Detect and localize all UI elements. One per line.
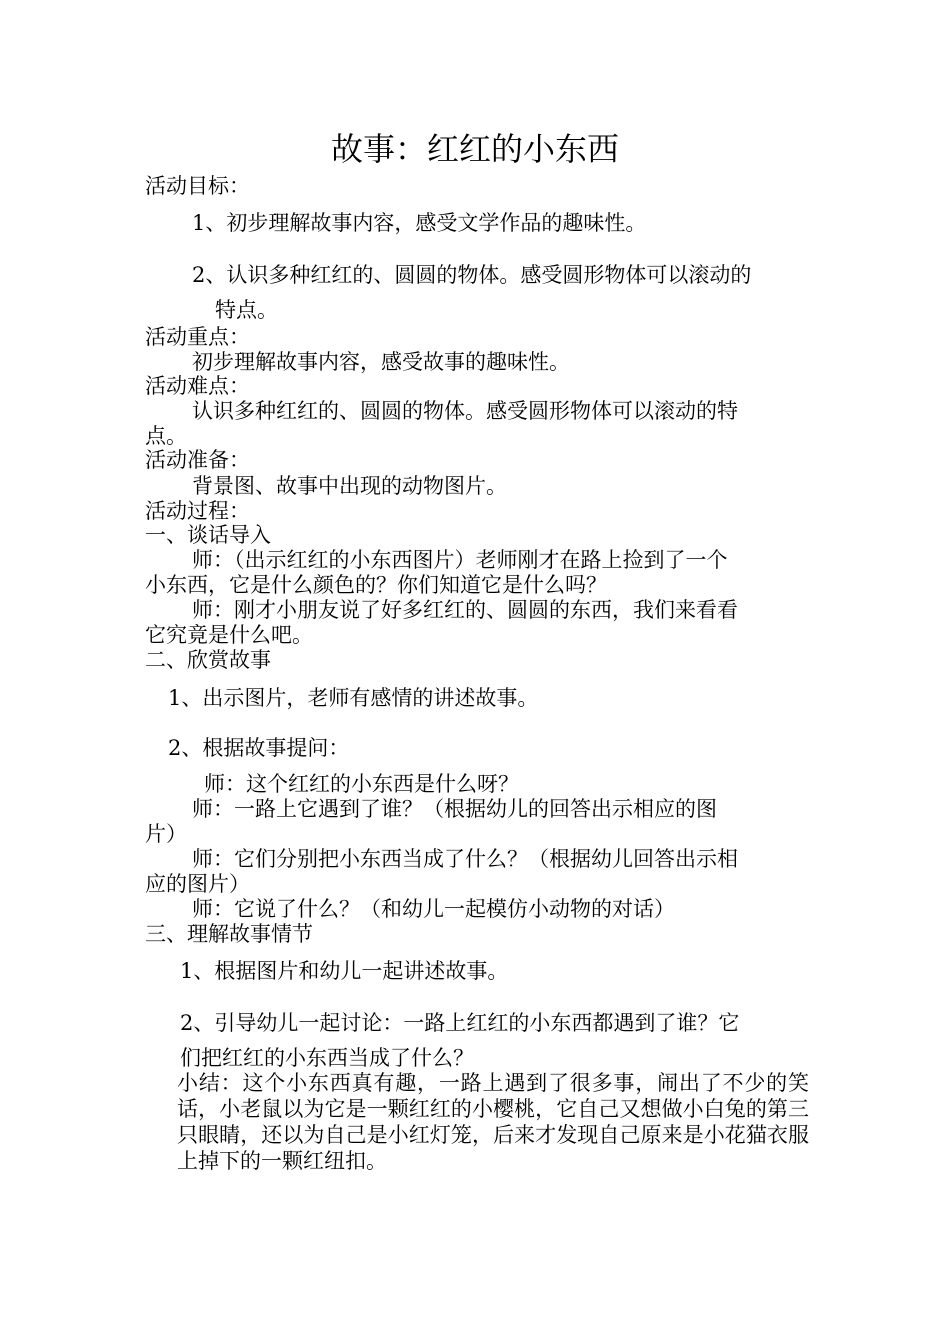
part1-heading: 一、谈话导入 [145, 523, 271, 547]
goal-item-2-line-1: 2、认识多种红红的、圆圆的物体。感受圆形物体可以滚动的 [192, 263, 752, 287]
focus-heading: 活动重点： [145, 325, 250, 349]
process-heading: 活动过程： [145, 499, 250, 523]
part1-p2-line-2: 它究竟是什么吧。 [145, 623, 313, 647]
part1-p1-line-2: 小东西，它是什么颜色的？你们知道它是什么吗？ [145, 573, 607, 597]
part1-p1-line-1: 师：（出示红红的小东西图片）老师刚才在路上捡到了一个 [192, 548, 728, 572]
preparation-text: 背景图、故事中出现的动物图片。 [192, 474, 507, 498]
part3-heading: 三、理解故事情节 [145, 922, 313, 946]
part2-question-1: 师：这个红红的小东西是什么呀？ [204, 772, 519, 796]
part3-item-2-line-2: 们把红红的小东西当成了什么？ [180, 1046, 474, 1070]
difficulty-line-1: 认识多种红红的、圆圆的物体。感受圆形物体可以滚动的特 [192, 399, 738, 423]
part3-item-2-line-1: 2、引导幼儿一起讨论：一路上红红的小东西都遇到了谁？它 [180, 1011, 740, 1035]
part3-summary: 小结：这个小东西真有趣，一路上遇到了很多事，闹出了不少的笑话，小老鼠以为它是一颗红红的小樱桃，它自己又想做小白兔的第三只眼睛，还以为自己是小红灯笼，后来才发现自己原来是小花猫衣服上掉下的一颗红纽扣。 [177, 1071, 809, 1173]
part2-question-3-line-2: 应的图片） [145, 872, 250, 896]
goal-item-1: 1、初步理解故事内容，感受文学作品的趣味性。 [192, 211, 647, 235]
part1-p2-line-1: 师：刚才小朋友说了好多红红的、圆圆的东西，我们来看看 [192, 598, 738, 622]
part2-question-2-line-2: 片） [145, 822, 187, 846]
part2-question-2-line-1: 师：一路上它遇到了谁？（根据幼儿的回答出示相应的图 [192, 797, 717, 821]
page-title: 故事：红红的小东西 [330, 130, 619, 168]
focus-text: 初步理解故事内容，感受故事的趣味性。 [192, 350, 570, 374]
part3-item-1: 1、根据图片和幼儿一起讲述故事。 [180, 959, 509, 983]
part2-item-2: 2、根据故事提问： [168, 736, 350, 760]
preparation-heading: 活动准备： [145, 448, 250, 472]
part2-item-1: 1、出示图片，老师有感情的讲述故事。 [168, 686, 539, 710]
difficulty-line-2: 点。 [145, 424, 187, 448]
difficulty-heading: 活动难点： [145, 374, 250, 398]
goal-item-2-line-2: 特点。 [215, 298, 278, 322]
part2-question-4: 师：它说了什么？（和幼儿一起模仿小动物的对话） [192, 897, 675, 921]
goals-heading: 活动目标： [145, 174, 250, 198]
part2-question-3-line-1: 师：它们分别把小东西当成了什么？（根据幼儿回答出示相 [192, 847, 738, 871]
part2-heading: 二、欣赏故事 [145, 648, 271, 672]
